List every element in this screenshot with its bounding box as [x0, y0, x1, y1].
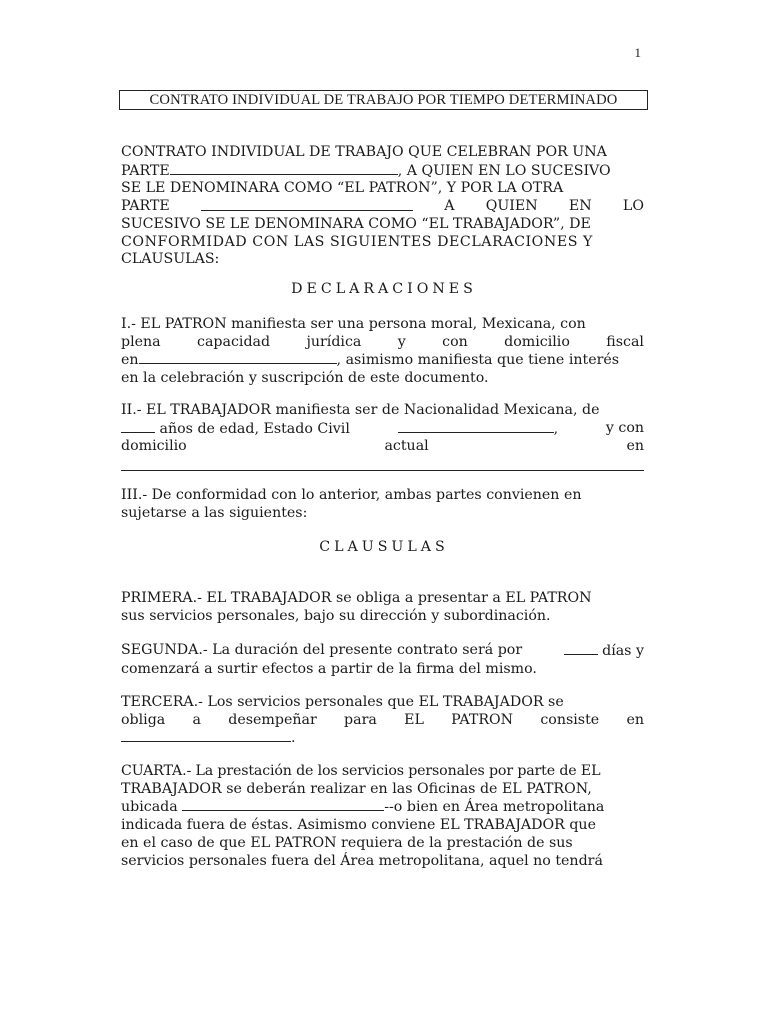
text-line: I.- EL PATRON manifiesta ser una persona moral, Mexicana, con	[121, 316, 586, 332]
declaracion-3	[121, 487, 644, 522]
word: para	[344, 711, 377, 728]
text-fragment: en	[121, 352, 139, 369]
blank-line	[121, 420, 155, 433]
declaraciones-heading: DECLARACIONES	[291, 281, 477, 297]
word: EL	[404, 711, 424, 728]
intro-line	[121, 162, 644, 181]
word: a	[192, 711, 201, 728]
clausula-tercera	[121, 694, 644, 748]
text-fragment: SEGUNDA.- La duración del presente contrato será por	[121, 642, 523, 658]
text-line: sus servicios personales, bajo su dirección y subordinación.	[121, 607, 551, 624]
text-fragment: , asimismo manifiesta que tiene interés	[336, 352, 620, 369]
text-line: CUARTA.- La prestación de los servicios personales por parte de EL	[121, 763, 601, 779]
word: desempeñar	[228, 711, 317, 728]
intro-line: CONTRATO INDIVIDUAL DE TRABAJO QUE CELEBRAN POR UNA	[121, 144, 607, 160]
text-line	[121, 438, 644, 456]
word: fiscal	[606, 333, 644, 350]
text-fragment: QUIEN	[485, 198, 538, 215]
word: en	[626, 438, 644, 455]
word: obliga	[121, 711, 166, 728]
text-fragment: y con	[605, 419, 644, 436]
word: con	[442, 333, 468, 350]
blank-line	[564, 642, 598, 655]
text-line	[121, 351, 644, 370]
word: PATRON	[451, 711, 514, 728]
declaracion-1	[121, 316, 644, 388]
text-fragment: PARTE	[121, 198, 170, 215]
text-fragment: LO	[622, 198, 644, 215]
text-line: en la celebración y suscripción de este documento.	[121, 370, 489, 387]
text-line	[121, 420, 644, 439]
text-fragment: PARTE	[121, 162, 170, 179]
intro-line: CONFORMIDAD CON LAS SIGUIENTES DECLARACIONES Y	[121, 233, 593, 250]
text-fragment: EN	[568, 198, 592, 215]
text-fragment: A	[444, 198, 455, 215]
text-fragment: días y	[602, 643, 644, 659]
text-line: servicios personales fuera del Área metropolitana, aquel no tendrá	[121, 852, 603, 869]
text-line	[121, 334, 644, 352]
clausulas-heading: CLAUSULAS	[319, 539, 449, 555]
blank-line	[121, 729, 291, 742]
contract-title: CONTRATO INDIVIDUAL DE TRABAJO POR TIEMPO DETERMINADO	[119, 90, 648, 110]
blank-line	[398, 420, 554, 433]
blank-line-full	[121, 456, 644, 471]
word: domicilio	[121, 438, 187, 455]
intro-line: SUCESIVO SE LE DENOMINARA COMO “EL TRABAJADOR”, DE	[121, 215, 591, 232]
declaracion-2	[121, 402, 644, 471]
text-fragment: --o bien en Área metropolitana	[384, 799, 605, 816]
text-line: III.- De conformidad con lo anterior, ambas partes convienen en	[121, 487, 582, 503]
blank-line	[170, 162, 398, 175]
intro-paragraph	[121, 144, 644, 269]
text-fragment: .	[291, 730, 296, 747]
blank-line	[182, 798, 384, 811]
text-line: TERCERA.- Los servicios personales que EL TRABAJADOR se	[121, 694, 564, 710]
text-fragment: ubicada	[121, 799, 178, 816]
blank-line	[139, 351, 337, 364]
text-line: en el caso de que EL PATRON requiera de la prestación de sus	[121, 834, 573, 851]
word: y	[397, 333, 406, 350]
text-fragment: años de edad, Estado Civil	[159, 420, 350, 437]
text-fragment: ,	[553, 420, 559, 437]
blank-line	[201, 198, 413, 211]
text-line: PRIMERA.- EL TRABAJADOR se obliga a presentar a EL PATRON	[121, 590, 592, 606]
text-line: comenzará a surtir efectos a partir de la firma del mismo.	[121, 660, 537, 677]
text-line: sujetarse a las siguientes:	[121, 504, 308, 521]
text-line: indicada fuera de éstas. Asimismo conviene EL TRABAJADOR que	[121, 817, 596, 834]
word: jurídica	[306, 333, 362, 350]
word: capacidad	[197, 333, 271, 350]
intro-line: SE LE DENOMINARA COMO “EL PATRON”, Y POR LA OTRA	[121, 180, 564, 197]
word: actual	[384, 438, 429, 455]
text-line: II.- EL TRABAJADOR manifiesta ser de Nacionalidad Mexicana, de	[121, 402, 600, 418]
text-line	[121, 798, 644, 817]
text-line	[121, 712, 644, 730]
word: en	[626, 711, 644, 728]
text-fragment: , A QUIEN EN LO SUCESIVO	[397, 162, 611, 179]
intro-line: CLAUSULAS:	[121, 251, 220, 268]
text-line	[121, 642, 644, 661]
clausula-segunda	[121, 642, 644, 678]
page-number: 1	[634, 45, 641, 60]
word: domicilio	[504, 333, 570, 350]
text-line: TRABAJADOR se deberán realizar en las Oficinas de EL PATRON,	[121, 780, 592, 797]
clausula-cuarta	[121, 763, 644, 870]
text-line	[121, 729, 644, 748]
word: plena	[121, 333, 161, 350]
intro-line	[121, 198, 644, 216]
clausula-primera	[121, 590, 644, 625]
word: consiste	[540, 711, 600, 728]
